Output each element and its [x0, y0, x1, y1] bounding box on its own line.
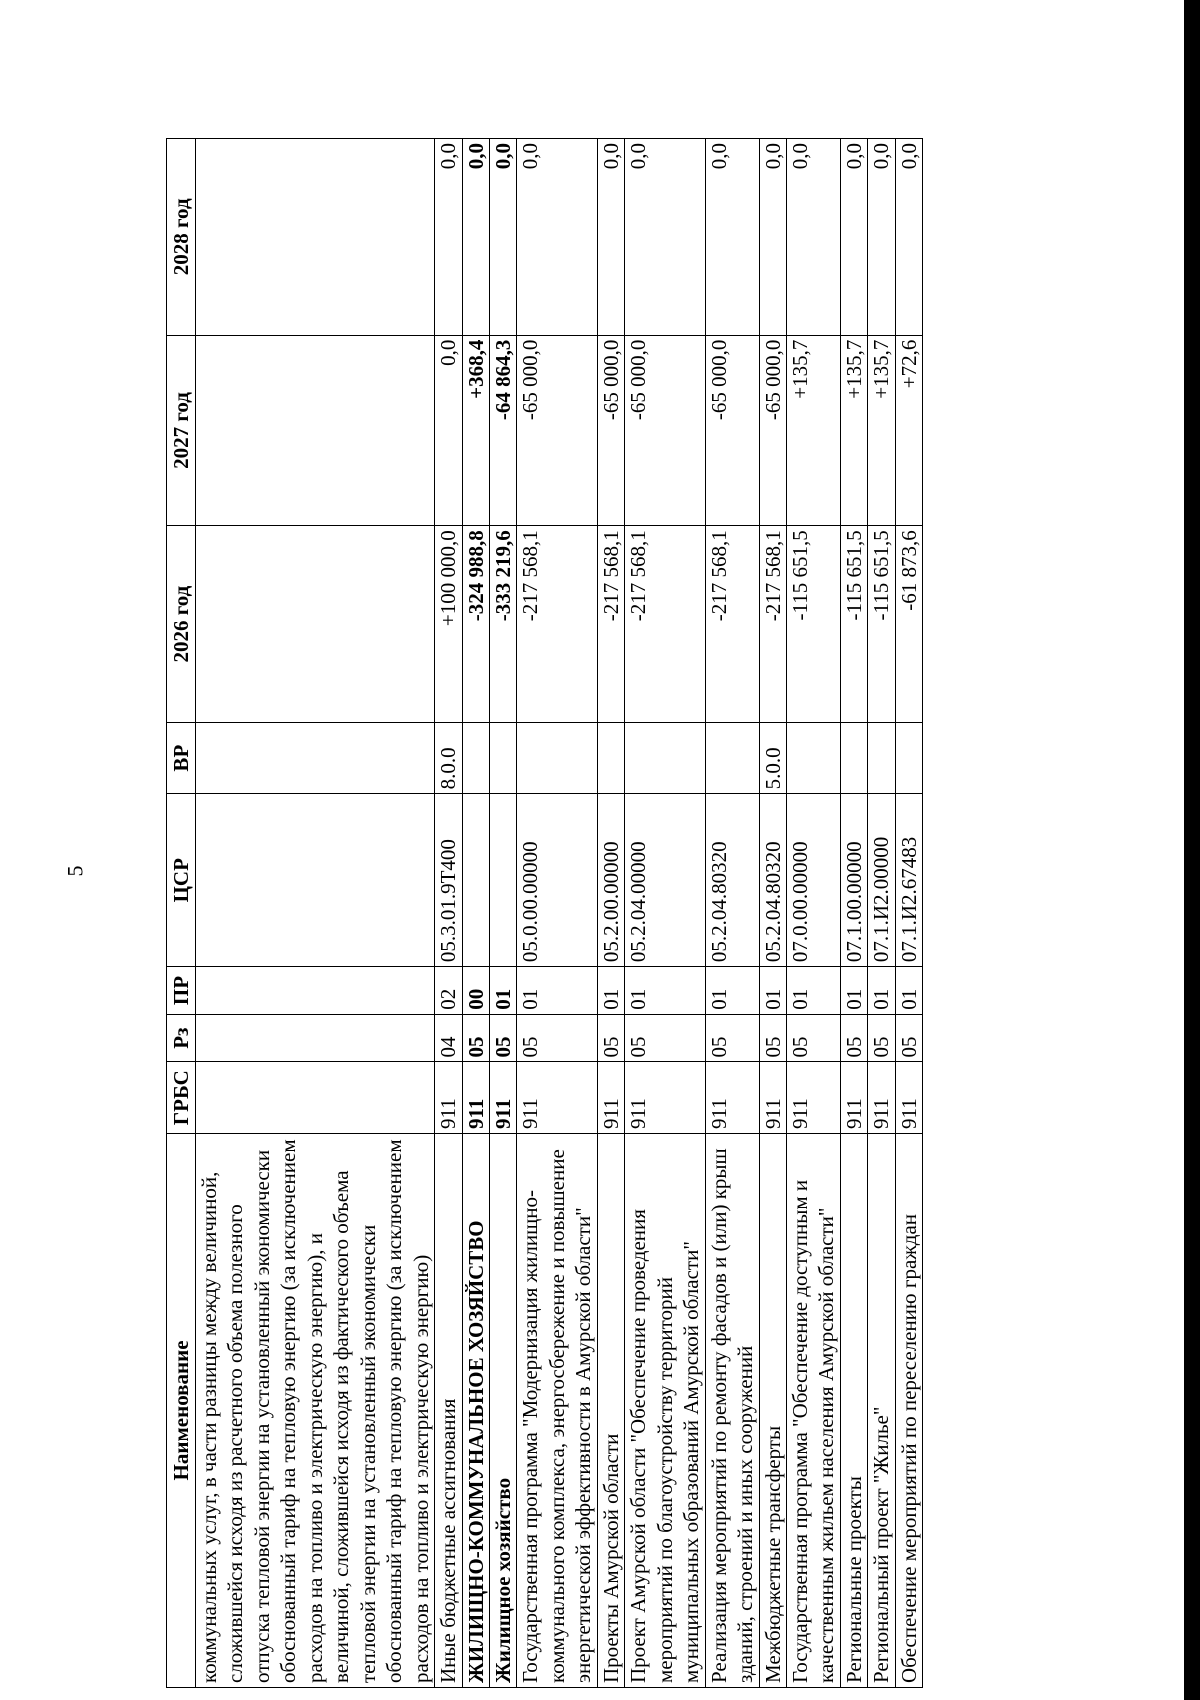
- header-2026: 2026 год: [167, 526, 196, 723]
- header-csr: ЦСР: [167, 794, 196, 967]
- table-row: [517, 139, 597, 1688]
- cell-rz: 05: [759, 1014, 786, 1062]
- cell-value-2026: [196, 526, 435, 723]
- cell-grbs: 911: [625, 1062, 705, 1133]
- cell-value-2028: [196, 139, 435, 336]
- cell-csr: 07.1.00.00000: [840, 794, 867, 967]
- cell-name: ЖИЛИЩНО-КОММУНАЛЬНОЕ ХОЗЯЙСТВО: [462, 1133, 489, 1687]
- cell-value-2028: 0,0: [462, 139, 489, 336]
- cell-rz: [196, 1014, 435, 1062]
- cell-value-2028: 0,0: [435, 139, 462, 336]
- cell-name: Иные бюджетные ассигнования: [435, 1133, 462, 1687]
- page-number: 5: [62, 865, 88, 877]
- cell-csr: 05.2.00.00000: [597, 794, 624, 967]
- cell-grbs: 911: [517, 1062, 597, 1133]
- table-row: [625, 139, 705, 1688]
- cell-pr: 01: [868, 967, 895, 1015]
- cell-rz: 05: [786, 1014, 840, 1062]
- cell-value-2026: -217 568,1: [625, 526, 705, 723]
- cell-value-2026: -115 651,5: [840, 526, 867, 723]
- cell-value-2028: 0,0: [868, 139, 895, 336]
- header-rz: Рз: [167, 1014, 196, 1062]
- cell-vr: [868, 722, 895, 793]
- cell-value-2026: +100 000,0: [435, 526, 462, 723]
- cell-value-2028: 0,0: [625, 139, 705, 336]
- cell-value-2026: -115 651,5: [868, 526, 895, 723]
- cell-value-2027: +368,4: [462, 335, 489, 526]
- cell-name: Региональные проекты: [840, 1133, 867, 1687]
- table-row: [786, 139, 840, 1688]
- cell-pr: 02: [435, 967, 462, 1015]
- cell-value-2027: -65 000,0: [625, 335, 705, 526]
- cell-rz: 05: [462, 1014, 489, 1062]
- cell-value-2026: -324 988,8: [462, 526, 489, 723]
- cell-value-2027: [196, 335, 435, 526]
- table-row: [435, 139, 462, 1688]
- table-row: [705, 139, 759, 1688]
- cell-vr: [489, 722, 516, 793]
- cell-value-2026: -333 219,6: [489, 526, 516, 723]
- cell-rz: 05: [517, 1014, 597, 1062]
- cell-rz: 05: [597, 1014, 624, 1062]
- table-row: [462, 139, 489, 1688]
- cell-csr: [462, 794, 489, 967]
- cell-value-2027: -65 000,0: [517, 335, 597, 526]
- cell-name: Проекты Амурской области: [597, 1133, 624, 1687]
- cell-value-2027: -65 000,0: [759, 335, 786, 526]
- cell-value-2027: -65 000,0: [597, 335, 624, 526]
- cell-vr: [840, 722, 867, 793]
- cell-value-2028: 0,0: [759, 139, 786, 336]
- cell-grbs: 911: [489, 1062, 516, 1133]
- cell-pr: [196, 967, 435, 1015]
- cell-value-2028: 0,0: [895, 139, 922, 336]
- cell-vr: [705, 722, 759, 793]
- budget-table: [166, 138, 923, 1688]
- cell-rz: 05: [840, 1014, 867, 1062]
- table-row: [868, 139, 895, 1688]
- cell-rz: 05: [705, 1014, 759, 1062]
- cell-grbs: 911: [435, 1062, 462, 1133]
- cell-csr: 07.1.И2.67483: [895, 794, 922, 967]
- cell-csr: [489, 794, 516, 967]
- cell-name: Региональный проект "Жилье": [868, 1133, 895, 1687]
- cell-grbs: 911: [840, 1062, 867, 1133]
- cell-grbs: 911: [868, 1062, 895, 1133]
- table-row: [895, 139, 922, 1688]
- cell-value-2026: -115 651,5: [786, 526, 840, 723]
- cell-name: Проект Амурской области "Обеспечение проведения мероприятий по благоустройству территорий муниципальных образований Амурской области": [625, 1133, 705, 1687]
- cell-name: Государственная программа "Модернизация жилищно-коммунального комплекса, энергосбережение и повышение энергетической эффективности в Амурской области": [517, 1133, 597, 1687]
- cell-vr: [196, 722, 435, 793]
- cell-pr: 01: [840, 967, 867, 1015]
- cell-value-2027: -65 000,0: [705, 335, 759, 526]
- cell-value-2027: +135,7: [840, 335, 867, 526]
- cell-rz: 05: [895, 1014, 922, 1062]
- table-header-row: [167, 139, 196, 1688]
- cell-grbs: 911: [705, 1062, 759, 1133]
- cell-name: Жилищное хозяйство: [489, 1133, 516, 1687]
- cell-value-2027: -64 864,3: [489, 335, 516, 526]
- cell-name: Реализация мероприятий по ремонту фасадов и (или) крыш зданий, строений и иных сооружений: [705, 1133, 759, 1687]
- cell-value-2028: 0,0: [597, 139, 624, 336]
- cell-vr: 5.0.0: [759, 722, 786, 793]
- cell-value-2028: 0,0: [705, 139, 759, 336]
- cell-value-2026: -217 568,1: [597, 526, 624, 723]
- cell-value-2028: 0,0: [517, 139, 597, 336]
- cell-rz: 05: [489, 1014, 516, 1062]
- table-body: [196, 139, 923, 1688]
- cell-csr: 07.1.И2.00000: [868, 794, 895, 967]
- cell-pr: 01: [597, 967, 624, 1015]
- cell-value-2027: +135,7: [786, 335, 840, 526]
- cell-pr: 01: [625, 967, 705, 1015]
- table-row: [759, 139, 786, 1688]
- rotated-page-content: [166, 138, 1096, 1688]
- cell-csr: 05.2.04.00000: [625, 794, 705, 967]
- cell-grbs: 911: [786, 1062, 840, 1133]
- cell-pr: 01: [759, 967, 786, 1015]
- cell-rz: 04: [435, 1014, 462, 1062]
- cell-csr: 05.3.01.9Т400: [435, 794, 462, 967]
- cell-value-2026: -61 873,6: [895, 526, 922, 723]
- cell-value-2026: -217 568,1: [759, 526, 786, 723]
- cell-vr: [517, 722, 597, 793]
- cell-pr: 01: [705, 967, 759, 1015]
- header-grbs: ГРБС: [167, 1062, 196, 1133]
- table-row: [196, 139, 435, 1688]
- cell-csr: 05.0.00.00000: [517, 794, 597, 967]
- cell-grbs: 911: [462, 1062, 489, 1133]
- cell-value-2027: +135,7: [868, 335, 895, 526]
- cell-value-2026: -217 568,1: [705, 526, 759, 723]
- cell-pr: 01: [517, 967, 597, 1015]
- cell-value-2026: -217 568,1: [517, 526, 597, 723]
- cell-grbs: 911: [597, 1062, 624, 1133]
- header-2028: 2028 год: [167, 139, 196, 336]
- cell-pr: 01: [489, 967, 516, 1015]
- header-pr: ПР: [167, 967, 196, 1015]
- cell-value-2028: 0,0: [840, 139, 867, 336]
- cell-grbs: 911: [759, 1062, 786, 1133]
- cell-name: Межбюджетные трансферты: [759, 1133, 786, 1687]
- cell-name: Обеспечение мероприятий по переселению граждан: [895, 1133, 922, 1687]
- cell-csr: 07.0.00.00000: [786, 794, 840, 967]
- table-row: [597, 139, 624, 1688]
- cell-grbs: [196, 1062, 435, 1133]
- cell-pr: 01: [895, 967, 922, 1015]
- cell-csr: 05.2.04.80320: [759, 794, 786, 967]
- table-row: [840, 139, 867, 1688]
- cell-vr: [786, 722, 840, 793]
- table-row: [489, 139, 516, 1688]
- cell-name: коммунальных услуг, в части разницы между величиной, сложившейся исходя из расчетного объема полезного отпуска тепловой энергии на установленный экономически обоснованный тариф на тепловую энергию (за исключением расходов на топливо и электрическую энергию), и величиной, сложившейся исходя из фактического объема тепловой энергии на установленный экономически обоснованный тариф на тепловую энергию (за исключением расходов на топливо и электрическую энергию): [196, 1133, 435, 1687]
- cell-csr: 05.2.04.80320: [705, 794, 759, 967]
- cell-value-2027: +72,6: [895, 335, 922, 526]
- cell-vr: 8.0.0: [435, 722, 462, 793]
- cell-rz: 05: [868, 1014, 895, 1062]
- header-name: Наименование: [167, 1133, 196, 1687]
- cell-value-2027: 0,0: [435, 335, 462, 526]
- cell-pr: 00: [462, 967, 489, 1015]
- cell-csr: [196, 794, 435, 967]
- cell-value-2028: 0,0: [786, 139, 840, 336]
- cell-vr: [625, 722, 705, 793]
- cell-vr: [895, 722, 922, 793]
- header-2027: 2027 год: [167, 335, 196, 526]
- cell-name: Государственная программа "Обеспечение доступным и качественным жильем населения Амурской области": [786, 1133, 840, 1687]
- cell-grbs: 911: [895, 1062, 922, 1133]
- scan-edge-bar: [1184, 0, 1200, 1700]
- cell-pr: 01: [786, 967, 840, 1015]
- cell-value-2028: 0,0: [489, 139, 516, 336]
- header-vr: ВР: [167, 722, 196, 793]
- cell-rz: 05: [625, 1014, 705, 1062]
- cell-vr: [462, 722, 489, 793]
- cell-vr: [597, 722, 624, 793]
